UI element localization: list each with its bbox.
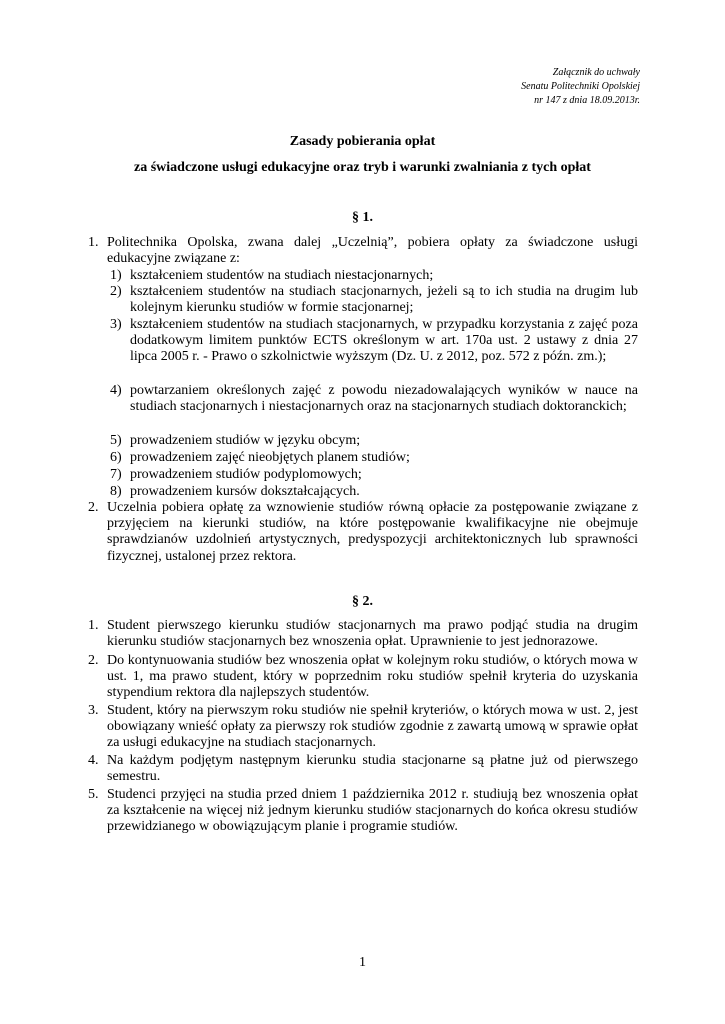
list-item-number: 6) xyxy=(110,450,122,465)
paragraph-number: 2. xyxy=(88,653,99,668)
list-item: kształceniem studentów na studiach stacjonarnych, jeżeli są to ich studia na drugim lub kolejnym kierunku studiów w formie stacjonarnej; xyxy=(130,284,638,316)
attachment-line-1: Załącznik do uchwały xyxy=(552,67,640,78)
list-item-number: 5) xyxy=(110,433,122,448)
paragraph-number: 2. xyxy=(88,500,99,515)
section-1-heading: § 1. xyxy=(352,210,373,225)
paragraph-text: Studenci przyjęci na studia przed dniem 1 października 2012 r. studiują bez wnoszenia opłat za kształcenie na więcej niż jednym kierunku studiów stacjonarnych do końca okresu studiów przewidzianego w obowiązującym planie i programie studiów. xyxy=(107,787,638,835)
list-item-number: 3) xyxy=(110,317,122,332)
paragraph-number: 5. xyxy=(88,787,99,802)
list-item-number: 1) xyxy=(110,268,122,283)
list-item: kształceniem studentów na studiach stacjonarnych, w przypadku korzystania z zajęć poza dodatkowym limitem punktów ECTS określonym w art. 170a ust. 2 ustawy z dnia 27 lipca 2005 r. - Prawo o szkolnictwie wyższym (Dz. U. z 2012, poz. 572 z późn. zm.); xyxy=(130,317,638,365)
paragraph-number: 4. xyxy=(88,753,99,768)
list-item-number: 2) xyxy=(110,284,122,299)
list-item: prowadzeniem studiów w języku obcym; xyxy=(130,433,361,448)
document-subtitle: za świadczone usługi edukacyjne oraz tryb i warunki zwalniania z tych opłat xyxy=(134,160,591,175)
list-item: prowadzeniem studiów podyplomowych; xyxy=(130,467,362,482)
list-item: powtarzaniem określonych zajęć z powodu niezadowalających wyników w nauce na studiach stacjonarnych i niestacjonarnych oraz na stacjonarnych studiach doktoranckich; xyxy=(130,383,638,415)
paragraph-number: 1. xyxy=(88,618,99,633)
attachment-line-3: nr 147 z dnia 18.09.2013r. xyxy=(534,95,640,106)
paragraph-text: Na każdym podjętym następnym kierunku studia stacjonarne są płatne już od pierwszego semestru. xyxy=(107,753,638,785)
list-item: kształceniem studentów na studiach niestacjonarnych; xyxy=(130,268,434,283)
list-item: prowadzeniem zajęć nieobjętych planem studiów; xyxy=(130,450,410,465)
document-title: Zasady pobierania opłat xyxy=(289,134,436,149)
paragraph-text: Student, który na pierwszym roku studiów nie spełnił kryteriów, o których mowa w ust. 2, jest obowiązany wnieść opłaty za pierwszy rok studiów zgodnie z zawartą umową w sprawie opłat za usługi edukacyjne na studiach stacjonarnych. xyxy=(107,703,638,751)
paragraph-number: 1. xyxy=(88,235,99,250)
paragraph-text: Student pierwszego kierunku studiów stacjonarnych ma prawo podjąć studia na drugim kierunku studiów stacjonarnych bez wnoszenia opłat. Uprawnienie to jest jednorazowe. xyxy=(107,618,638,650)
list-item-number: 4) xyxy=(110,383,122,398)
paragraph-text: Politechnika Opolska, zwana dalej „Uczelnią”, pobiera opłaty za świadczone usługi edukacyjne związane z: xyxy=(107,235,638,267)
page-number: 1 xyxy=(359,955,366,970)
attachment-note xyxy=(521,66,640,108)
list-item-number: 7) xyxy=(110,467,122,482)
paragraph-number: 3. xyxy=(88,703,99,718)
attachment-line-2: Senatu Politechniki Opolskiej xyxy=(521,81,640,92)
section-2-heading: § 2. xyxy=(352,594,373,609)
paragraph-text: Uczelnia pobiera opłatę za wznowienie studiów równą opłacie za postępowanie związane z przyjęciem na kierunki studiów, na które postępowanie kwalifikacyjne nie obejmuje sprawdzianów uzdolnień artystycznych, predyspozycji architektonicznych lub sprawności fizycznej, ustalonej przez rektora. xyxy=(107,500,638,564)
list-item: prowadzeniem kursów dokształcających. xyxy=(130,484,360,499)
list-item-number: 8) xyxy=(110,484,122,499)
paragraph-text: Do kontynuowania studiów bez wnoszenia opłat w kolejnym roku studiów, o których mowa w ust. 1, ma prawo student, który w poprzednim roku studiów spełnił kryteria do uzyskania stypendium rektora dla najlepszych studentów. xyxy=(107,653,638,701)
